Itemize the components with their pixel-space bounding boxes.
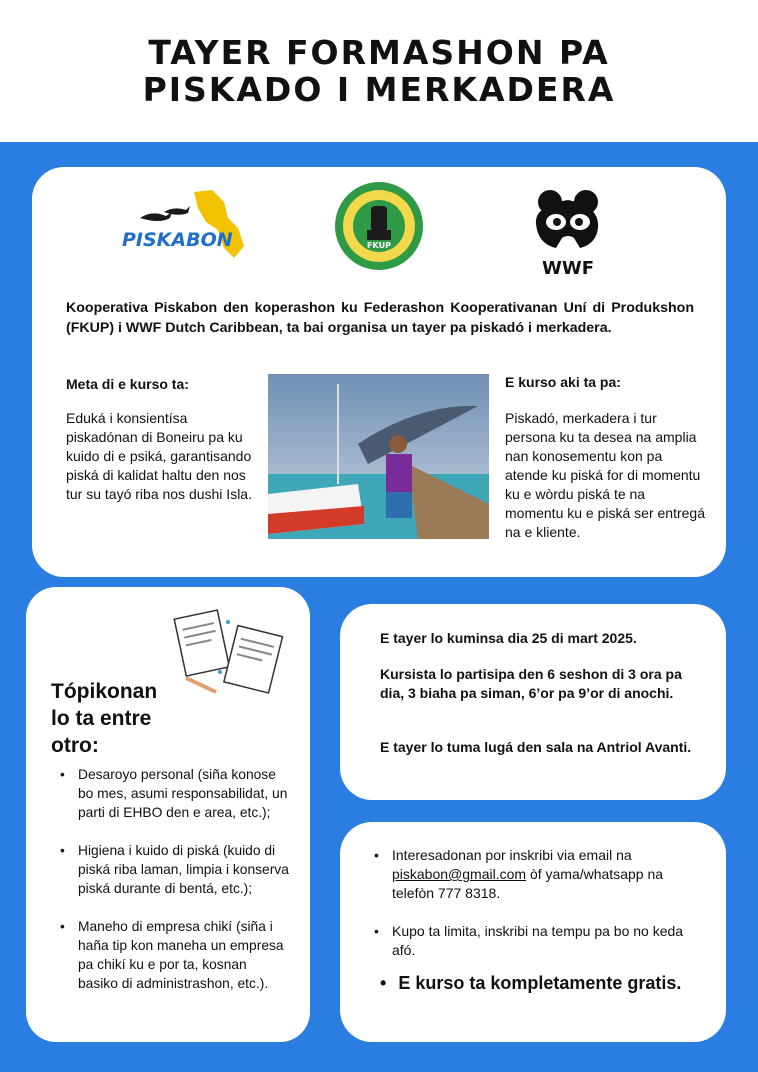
goal-heading: Meta di e kurso ta:	[66, 376, 189, 392]
schedule-venue: E tayer lo tuma lugá den sala na Antriol Avanti.	[380, 739, 692, 755]
intro-paragraph: Kooperativa Piskabon den koperashon ku Federashon Kooperativanan Uní di Produkshon (FKUP) i WWF Dutch Caribbean, ta bai organisa un tayer pa piskadó i merkadera.	[66, 300, 694, 336]
wwf-logo-text: WWF	[541, 258, 595, 278]
registration-list	[374, 846, 708, 979]
fkup-logo-text: FKUP	[367, 241, 391, 250]
audience-heading: E kurso aki ta pa:	[505, 374, 621, 390]
list-item: • Maneho di empresa chikí (siña i haña tip kon maneha un empresa pa chikí ku e por ta, kosnan basiko di administrashon, etc.).	[60, 917, 290, 993]
list-item: • Kupo ta limita, inskribi na tempu pa bo no keda afó.	[374, 922, 708, 960]
topics-list	[60, 765, 290, 1012]
registration-text-after: òf yama/whatsapp na telefòn 777 8318.	[392, 866, 664, 901]
topics-heading: Tópikonan lo ta entre otro:	[51, 680, 158, 757]
goal-text: Eduká i konsientísa piskadónan di Boneiru pa ku kuido di e psiká, garantisando piská di kalidat haltu den nos tur su tayó riba nos dushi Isla.	[66, 410, 252, 502]
title-line-2: PISKADO I MERKADERA	[142, 70, 616, 109]
schedule-start: E tayer lo kuminsa dia 25 di mart 2025.	[380, 630, 637, 646]
audience-text: Piskadó, merkadera i tur persona ku ta desea na amplia nan konosementu kon pa atende ku piská for di momentu ku e wòrdu piská te na momentu ku e piská ser entregá na e kliente.	[505, 410, 705, 540]
list-item: • Desaroyo personal (siña konose bo mes, asumi responsabilidat, un parti di EHBO den e area, etc.);	[60, 765, 290, 822]
title-line-1: TAYER FORMASHON PA	[148, 33, 610, 72]
wwf-logo	[520, 184, 616, 278]
piskabon-logo-text: PISKABON	[122, 229, 233, 251]
list-item: • Higiena i kuido di piská (kuido di piská riba laman, limpia i konserva piská durante di bentá, etc.);	[60, 841, 290, 898]
registration-text-before: Interesadonan por inskribi via email na	[392, 847, 632, 863]
free-course-note: • E kurso ta kompletamente gratis.	[380, 973, 682, 993]
fkup-logo	[333, 180, 425, 272]
free-course-text: E kurso ta kompletamente gratis.	[398, 973, 682, 993]
schedule-sessions: Kursista lo partisipa den 6 seshon di 3 ora pa dia, 3 biaha pa siman, 6’or pa 9’or di anochi.	[380, 666, 682, 701]
document-illustration	[172, 604, 292, 696]
page-title	[0, 34, 758, 108]
fisherman-photo	[268, 374, 489, 539]
piskabon-logo	[120, 188, 250, 260]
header	[0, 0, 758, 142]
email-link[interactable]: piskabon@gmail.com	[392, 866, 527, 882]
list-item	[374, 846, 708, 903]
